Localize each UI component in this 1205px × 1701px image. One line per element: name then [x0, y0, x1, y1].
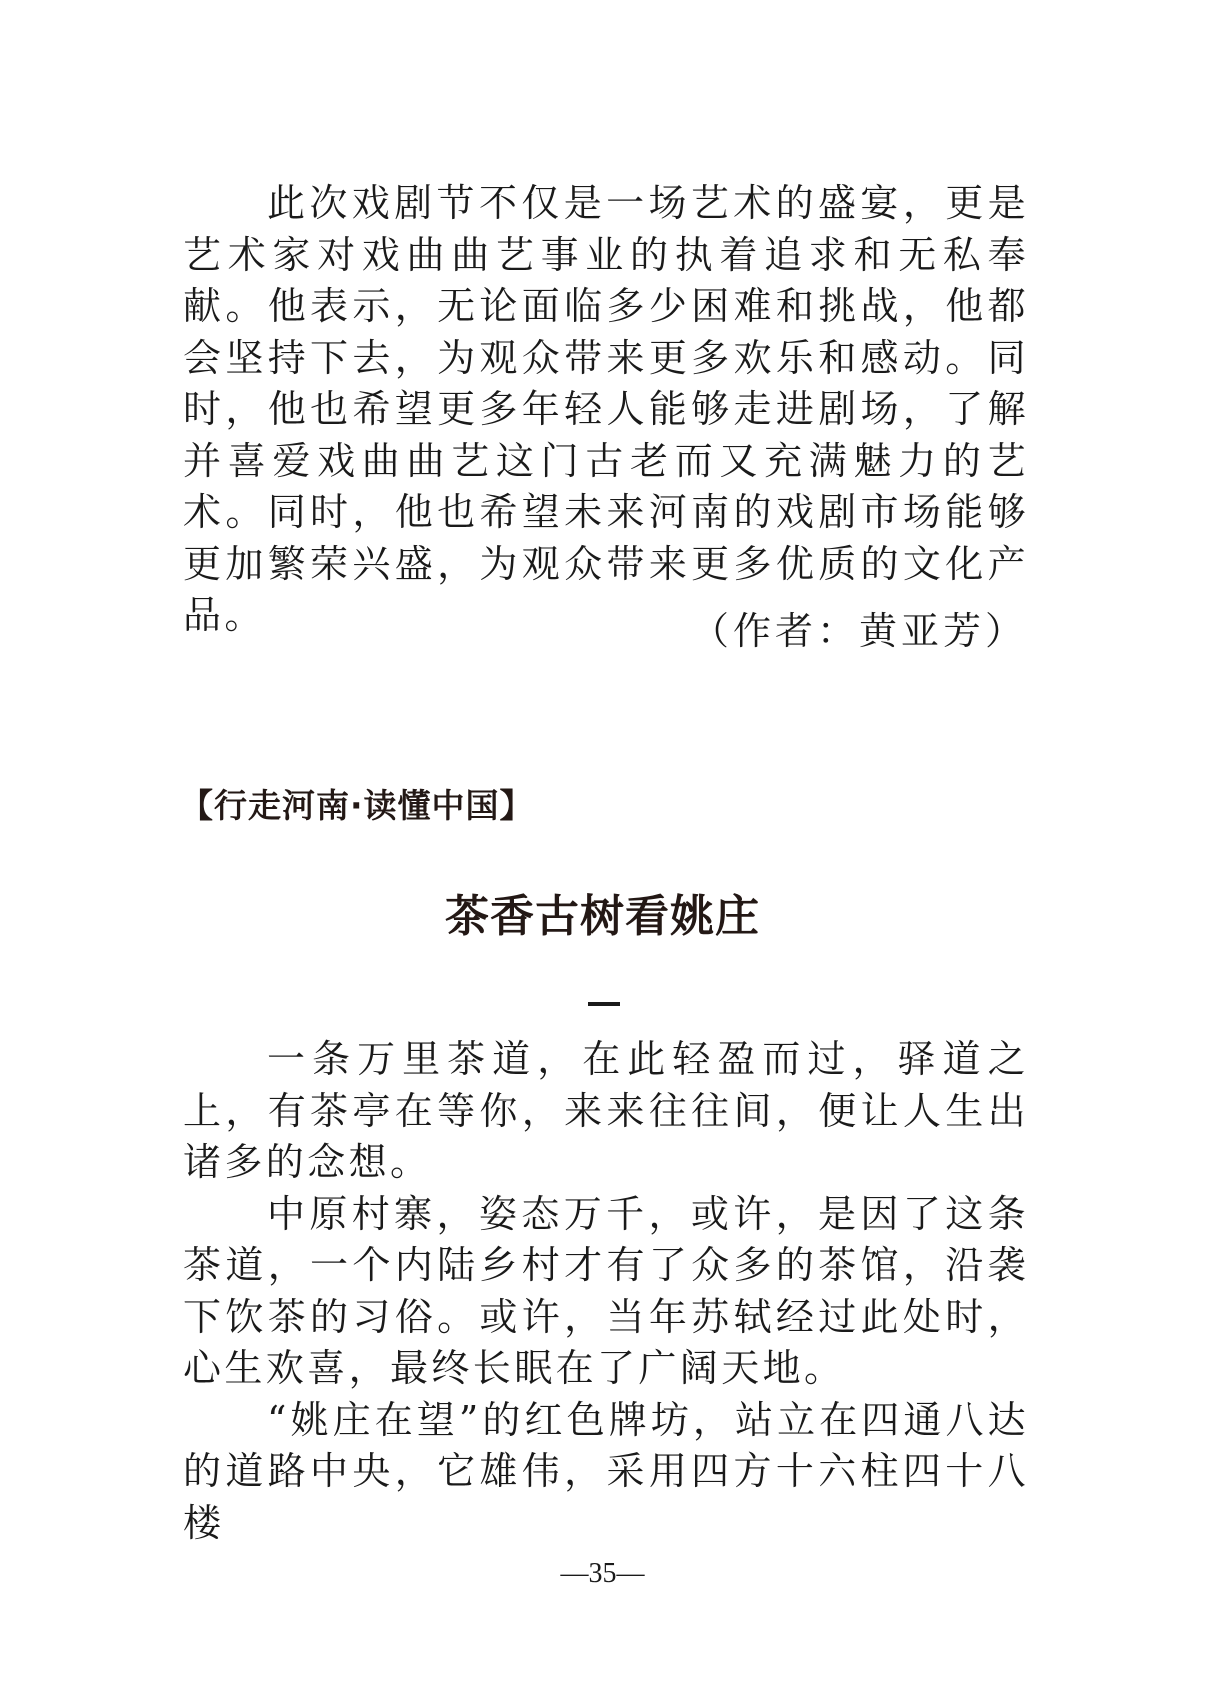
article-title: 茶香古树看姚庄: [445, 891, 760, 942]
section-number-mark: [588, 1002, 620, 1006]
column-tag: 【行走河南·读懂中国】: [180, 786, 534, 825]
paragraph: 此次戏剧节不仅是一场艺术的盛宴，更是艺术家对戏曲曲艺事业的执着追求和无私奉献。他表示，无论面临多少困难和挑战，他都会坚持下去，为观众带来更多欢乐和感动。同时，他也希望更多年轻人能够走进剧场，了解并喜爱戏曲曲艺这门古老而又充满魅力的艺术。同时，他也希望未来河南的戏剧市场能够更加繁荣兴盛，为观众带来更多优质的文化产品。: [183, 181, 1029, 637]
previous-article-body: [183, 178, 1029, 642]
paragraph: 中原村寨，姿态万千，或许，是因了这条茶道，一个内陆乡村才有了众多的茶馆，沿袭下饮茶的习俗。或许，当年苏轼经过此处时，心生欢喜，最终长眠在了广阔天地。: [183, 1191, 1029, 1390]
paragraph: “姚庄在望”的红色牌坊，站立在四通八达的道路中央，它雄伟，采用四方十六柱四十八楼: [183, 1397, 1029, 1545]
author-byline: （作者：黄亚芳）: [690, 609, 1027, 653]
article-body: [183, 1034, 1029, 1549]
page-number: —35—: [560, 1558, 645, 1589]
paragraph: 一条万里茶道，在此轻盈而过，驿道之上，有茶亭在等你，来来往往间，便让人生出诸多的念想。: [183, 1037, 1029, 1184]
